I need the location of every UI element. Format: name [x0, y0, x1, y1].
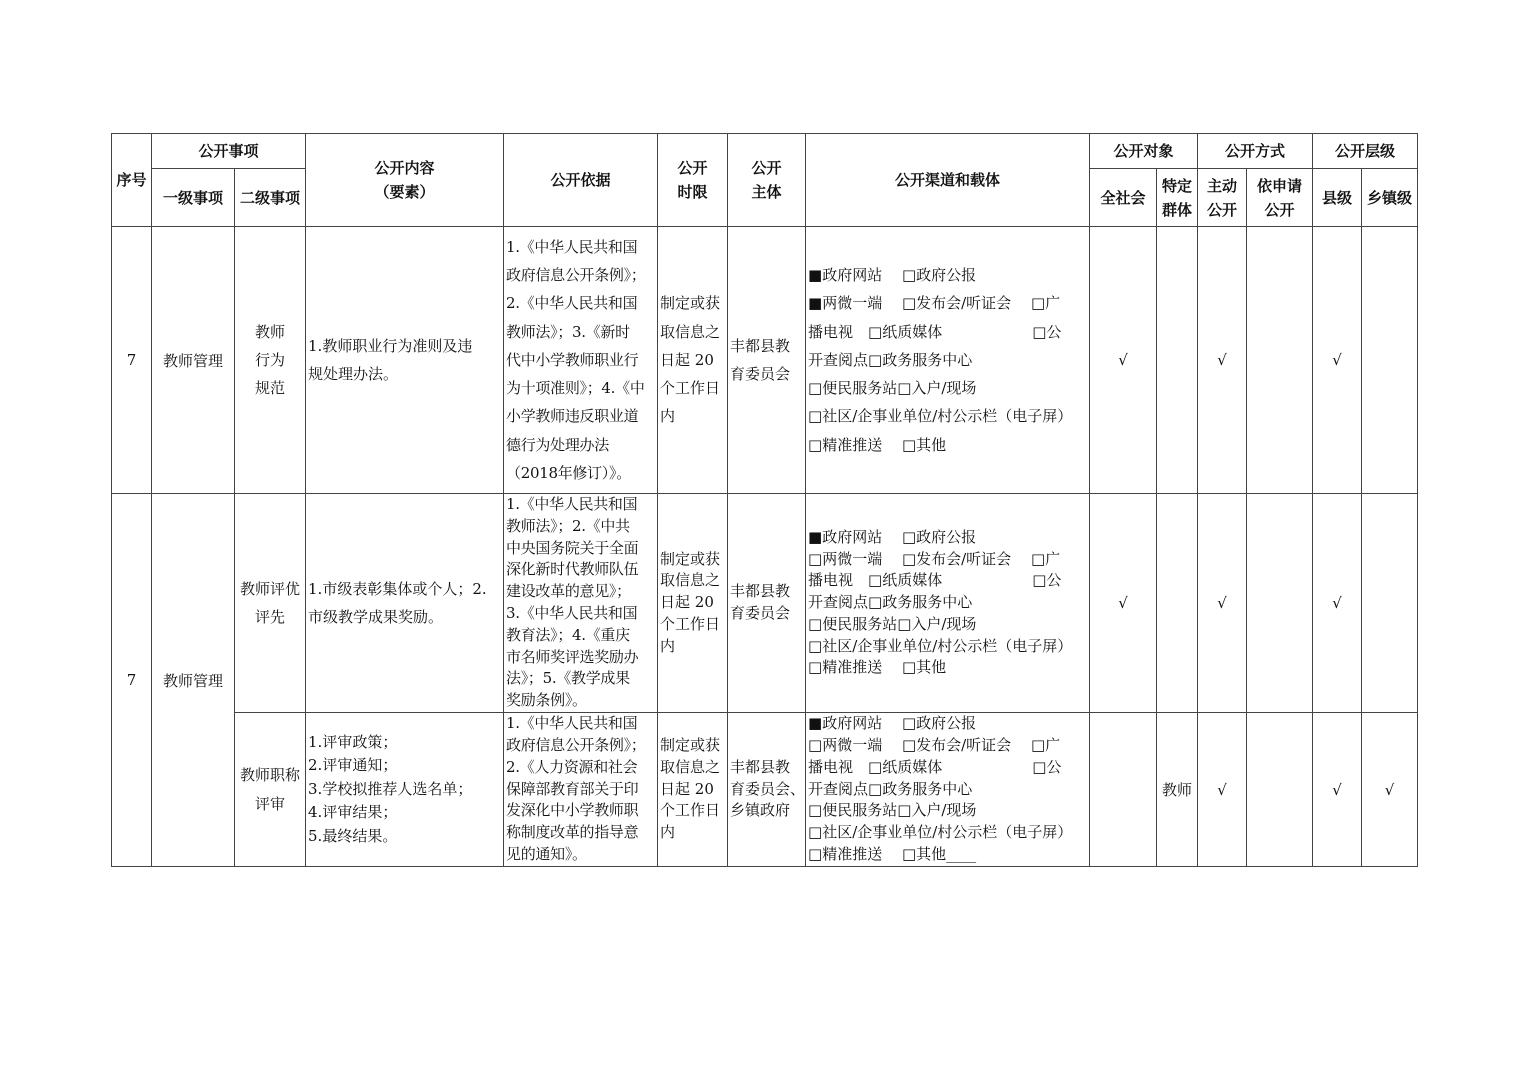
row-level-county: √: [1313, 227, 1362, 494]
row-channel: ■政府网站 □政府公报 □两微一端 □发布会/听证会 □广 播电视 □纸质媒体 □公 开查阅点□政务服务中心 □便民服务站□入户/现场 □社区/企事业单位/村公示栏（电子屏） □精准推送 □其他: [806, 494, 1090, 713]
row-level2: 教师评优 评先: [235, 494, 306, 713]
row-target-group: 教师: [1157, 713, 1198, 867]
row-level-county: √: [1313, 713, 1362, 867]
row-basis: 1.《中华人民共和国 政府信息公开条例》； 2.《人力资源和社会 保障部教育部关于印 发深化中小学教师职 称制度改革的指导意 见的通知》。: [504, 713, 658, 867]
header-level-county: 县级: [1313, 169, 1362, 227]
row-timelimit: 制定或获 取信息之 日起 20 个工作日 内: [658, 713, 728, 867]
row-method-apply: [1247, 713, 1313, 867]
row-level1: 教师管理: [152, 494, 235, 867]
row-content: 1.评审政策； 2.评审通知； 3.学校拟推荐人选名单； 4.评审结果； 5.最终结果。: [306, 713, 504, 867]
header-channel: 公开渠道和载体: [806, 134, 1090, 227]
disclosure-table: [111, 133, 1418, 867]
row-subject: 丰都县教 育委员会: [728, 227, 806, 494]
row-level-town: √: [1362, 713, 1418, 867]
row-level1: 教师管理: [152, 227, 235, 494]
header-target-group: 特定 群体: [1157, 169, 1198, 227]
row-target-group: [1157, 494, 1198, 713]
header-method: 公开方式: [1198, 134, 1313, 169]
row-content: 1.教师职业行为准则及违 规处理办法。: [306, 227, 504, 494]
row-level-town: [1362, 227, 1418, 494]
header-level2: 二级事项: [235, 169, 306, 227]
row-level-county: √: [1313, 494, 1362, 713]
header-method-active: 主动 公开: [1198, 169, 1247, 227]
row-method-active: √: [1198, 713, 1247, 867]
header-target: 公开对象: [1090, 134, 1198, 169]
header-row-1: [112, 134, 1418, 169]
row-content: 1.市级表彰集体或个人；2. 市级教学成果奖励。: [306, 494, 504, 713]
row-target-all: √: [1090, 227, 1157, 494]
row-subject: 丰都县教 育委员会、 乡镇政府: [728, 713, 806, 867]
table-row: [112, 713, 1418, 867]
header-method-apply: 依申请 公开: [1247, 169, 1313, 227]
header-seq: 序号: [112, 134, 152, 227]
row-seq: 7: [112, 494, 152, 867]
row-method-apply: [1247, 227, 1313, 494]
header-timelimit: 公开 时限: [658, 134, 728, 227]
table-row: [112, 227, 1418, 494]
row-method-active: √: [1198, 227, 1247, 494]
row-level2: 教师 行为 规范: [235, 227, 306, 494]
row-target-all: [1090, 713, 1157, 867]
header-target-all: 全社会: [1090, 169, 1157, 227]
header-level: 公开层级: [1313, 134, 1418, 169]
header-content: 公开内容 （要素）: [306, 134, 504, 227]
row-method-apply: [1247, 494, 1313, 713]
row-level2: 教师职称 评审: [235, 713, 306, 867]
table-row: [112, 494, 1418, 713]
row-level-town: [1362, 494, 1418, 713]
row-channel: ■政府网站 □政府公报 ■两微一端 □发布会/听证会 □广 播电视 □纸质媒体 □公 开查阅点□政务服务中心 □便民服务站□入户/现场 □社区/企事业单位/村公示栏（电子屏） □精准推送 □其他: [806, 227, 1090, 494]
header-level-town: 乡镇级: [1362, 169, 1418, 227]
row-subject: 丰都县教 育委员会: [728, 494, 806, 713]
header-items: 公开事项: [152, 134, 306, 169]
row-timelimit: 制定或获 取信息之 日起 20 个工作日 内: [658, 494, 728, 713]
header-subject: 公开 主体: [728, 134, 806, 227]
row-channel: ■政府网站 □政府公报 □两微一端 □发布会/听证会 □广 播电视 □纸质媒体 □公 开查阅点□政务服务中心 □便民服务站□入户/现场 □社区/企事业单位/村公示栏（电子屏） □精准推送 □其他____: [806, 713, 1090, 867]
row-basis: 1.《中华人民共和国 教师法》；2.《中共 中央国务院关于全面 深化新时代教师队伍 建设改革的意见》； 3.《中华人民共和国 教育法》；4.《重庆 市名师奖评选奖励办 法》；5.《教学成果 奖励条例》。: [504, 494, 658, 713]
row-basis: 1.《中华人民共和国 政府信息公开条例》； 2.《中华人民共和国 教师法》；3.《新时 代中小学教师职业行 为十项准则》；4.《中 小学教师违反职业道 德行为处理办法 （2018年修订）》。: [504, 227, 658, 494]
header-basis: 公开依据: [504, 134, 658, 227]
header-level1: 一级事项: [152, 169, 235, 227]
row-target-all: √: [1090, 494, 1157, 713]
row-seq: 7: [112, 227, 152, 494]
row-target-group: [1157, 227, 1198, 494]
row-method-active: √: [1198, 494, 1247, 713]
row-timelimit: 制定或获 取信息之 日起 20 个工作日 内: [658, 227, 728, 494]
